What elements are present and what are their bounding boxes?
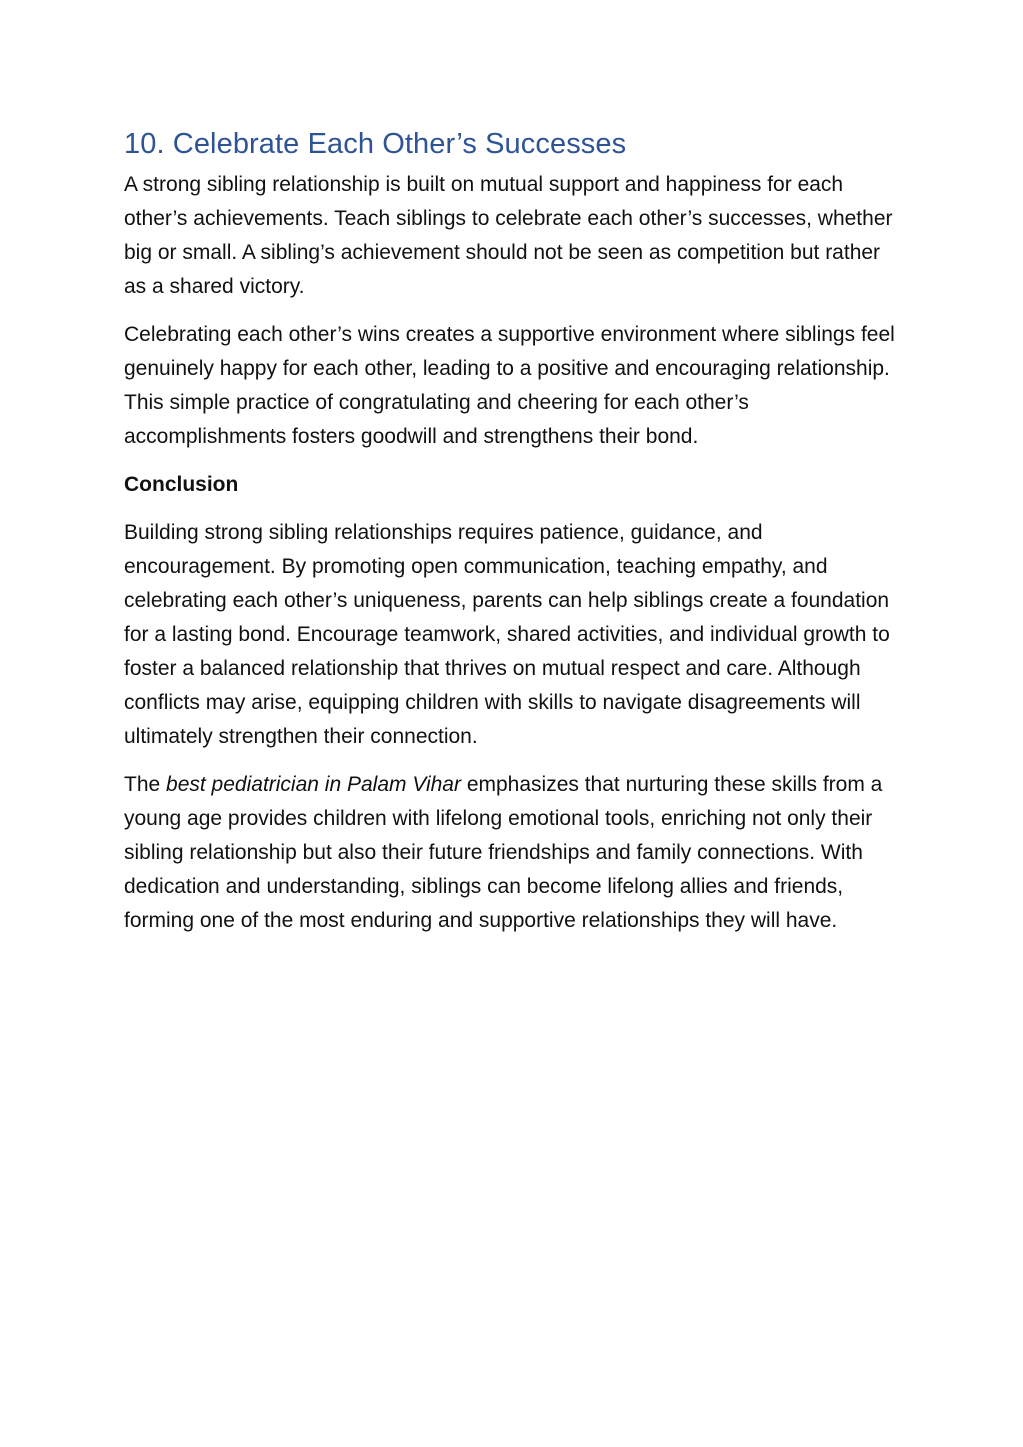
pediatrician-emphasis: best pediatrician in Palam Vihar <box>166 773 461 796</box>
section-paragraph-1: A strong sibling relationship is built on mutual support and happiness for each other’s achievements. Teach siblings to celebrate each other’s successes, whether big or small. A sibling’s achievement should not be seen as competition but rather as a shared victory. <box>124 173 893 298</box>
conclusion-paragraph-2-lead: The <box>124 773 167 796</box>
conclusion-paragraph-2-rest: emphasizes that nurturing these skills from a young age provides children with lifelong emotional tools, enriching not only their sibling relationship but also their future friendships and family connections. With dedication and understanding, siblings can become lifelong allies and friends, forming one of the most enduring and supportive relationships they will have. <box>124 773 883 932</box>
section-paragraph-2: Celebrating each other’s wins creates a supportive environment where siblings feel genuinely happy for each other, leading to a positive and encouraging relationship. This simple practice of congratulating and cheering for each other’s accomplishments fosters goodwill and strengthens their bond. <box>124 323 895 448</box>
conclusion-heading: Conclusion <box>124 473 239 496</box>
document-content <box>124 124 904 952</box>
conclusion-paragraph-1: Building strong sibling relationships requires patience, guidance, and encouragement. By promoting open communication, teaching empathy, and celebrating each other’s uniqueness, parents can help siblings create a foundation for a lasting bond. Encourage teamwork, shared activities, and individual growth to foster a balanced relationship that thrives on mutual respect and care. Although conflicts may arise, equipping children with skills to navigate disagreements will ultimately strengthen their connection. <box>124 521 890 748</box>
conclusion-paragraph-2 <box>124 768 904 938</box>
section-heading: 10. Celebrate Each Other’s Successes <box>124 128 627 160</box>
